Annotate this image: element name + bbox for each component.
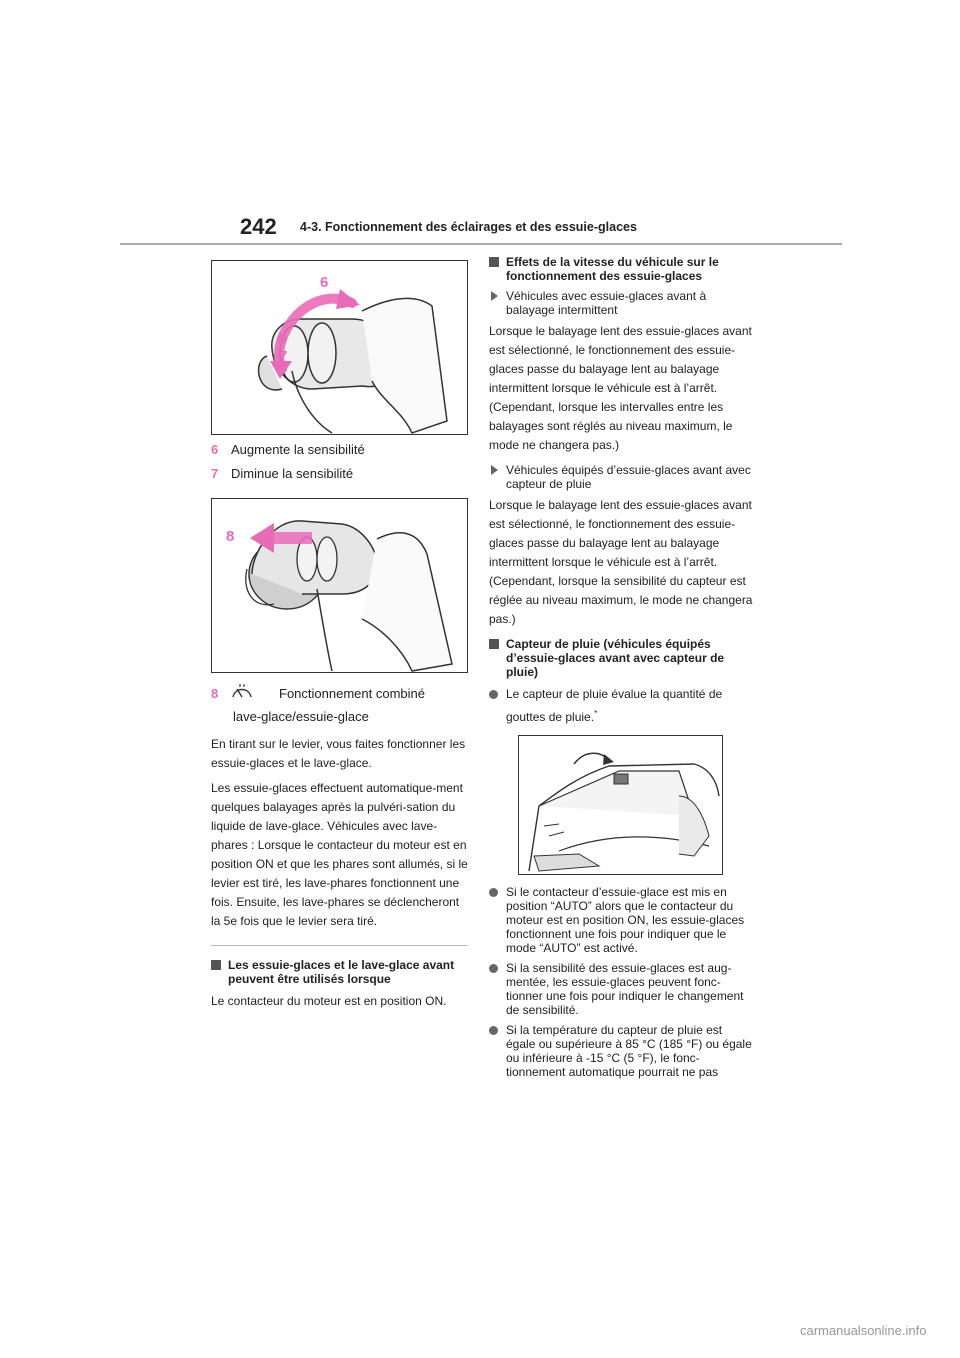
- paragraph-engine-on: Le contacteur du moteur est en position ON.: [211, 994, 447, 1008]
- square-bullet-icon: [489, 639, 499, 649]
- paragraph-pull-lever: En tirant sur le levier, vous faites fonctionner les essuie-glaces et le lave-glace.: [211, 737, 466, 770]
- heading-usable-when: [211, 958, 468, 986]
- heading-text: Les essuie-glaces et le lave-glace avant peuvent être utilisés lorsque: [228, 958, 455, 986]
- heading-rain-sensor: [489, 637, 754, 679]
- square-bullet-icon: [489, 257, 499, 267]
- paragraph-rain-sensor: Lorsque le balayage lent des essuie-glaces avant est sélectionné, le fonctionnement des essuie-glaces passe du balayage lent au balayage intermittent lorsque le véhicule est à l’arrêt. (Cependant, lorsque la sensibilité du capteur est réglée au niveau maximum, le mode ne changera pas.): [489, 498, 753, 626]
- section-divider: [211, 945, 468, 946]
- item-text: Fonctionnement combiné: [279, 686, 425, 701]
- figure-lever-rotate: [211, 260, 468, 435]
- right-column: [489, 255, 754, 1085]
- left-column: [211, 260, 468, 1016]
- sub-heading-text: Véhicules avec essuie-glaces avant à balayage intermittent: [506, 289, 707, 317]
- circle-bullet-icon: [489, 964, 498, 973]
- circle-bullet-icon: [489, 1026, 498, 1035]
- list-item-increase: [211, 440, 468, 460]
- paragraph-intermittent: Lorsque le balayage lent des essuie-glaces avant est sélectionné, le fonctionnement des essuie-glaces passe du balayage lent au balayage intermittent lorsque le véhicule est à l’arrêt. (Cependant, lorsque les intervalles entre les balayages sont réglés au niveau maximum, le mode ne changera pas.): [489, 324, 752, 452]
- section-title: 4-3. Fonctionnement des éclairages et des essuie-glaces: [300, 220, 637, 234]
- lever-rotate-illustration: [212, 261, 467, 434]
- page-number: 242: [240, 214, 277, 239]
- circle-bullet-icon: [489, 690, 498, 699]
- sub-heading-rain-sensor: [489, 463, 754, 491]
- bullet-auto-mode: [489, 885, 754, 955]
- header-divider: [120, 243, 842, 245]
- bullet-temperature: [489, 1023, 754, 1079]
- item-text: Augmente la sensibilité: [231, 442, 365, 457]
- item-text-continued: lave-glace/essuie-glace: [233, 709, 369, 724]
- bullet-rain-quantity: [489, 685, 754, 727]
- figure-rain-sensor: [518, 735, 723, 875]
- footnote-marker: *: [594, 709, 598, 718]
- bullet-text: Si la température du capteur de pluie est égale ou supérieure à 85 °C (185 °F) ou égale ou inférieure à -15 °C (5 °F), le fonc-tionnement automatique pourrait ne pas: [506, 1023, 752, 1079]
- item-text: Diminue la sensibilité: [231, 466, 354, 481]
- item-number: 6: [211, 442, 219, 457]
- square-bullet-icon: [211, 960, 221, 970]
- bullet-text: Si la sensibilité des essuie-glaces est aug-mentée, les essuie-glaces peuvent fonc-tionner une fois pour indiquer le changement de sensibilité.: [506, 961, 744, 1017]
- item-number: 8: [211, 686, 219, 701]
- triangle-bullet-icon: [491, 291, 498, 301]
- sub-heading-intermittent: [489, 289, 754, 317]
- lever-pull-illustration: [212, 499, 467, 672]
- heading-vehicle-speed: [489, 255, 754, 283]
- figure-lever-pull: [211, 498, 468, 673]
- item-number: 7: [211, 466, 219, 481]
- bullet-sensitivity: [489, 961, 754, 1017]
- label-6: 6: [320, 274, 329, 291]
- list-item-combined: [211, 683, 468, 705]
- bullet-text: Si le contacteur d’essuie-glace est mis en position “AUTO” alors que le contacteur du moteur est en position ON, les essuie-glaces fonctionnent une fois pour indiquer que le mode “AUTO” est activé.: [506, 885, 745, 955]
- circle-bullet-icon: [489, 888, 498, 897]
- watermark: carmanualsonline.info: [800, 1323, 927, 1338]
- washer-wiper-icon: [231, 683, 279, 705]
- triangle-bullet-icon: [491, 465, 498, 475]
- label-7: 7: [279, 348, 288, 365]
- list-item-decrease: [211, 464, 468, 484]
- heading-text: Effets de la vitesse du véhicule sur le fonctionnement des essuie-glaces: [506, 255, 719, 283]
- paragraph-auto-sweeps: Les essuie-glaces effectuent automatique-ment quelques balayages après la pulvéri-sation du liquide de lave-glace. Véhicules avec lave-phares : Lorsque le contacteur du moteur est en position ON et que les phares sont allumés, si le levier est tiré, les lave-phares fonctionnent une fois. Ensuite, les lave-phares se déclencheront la 5e fois que le levier sera tiré.: [211, 781, 468, 928]
- heading-text: Capteur de pluie (véhicules équipés d’essuie-glaces avant avec capteur de pluie): [506, 637, 725, 679]
- sub-heading-text: Véhicules équipés d’essuie-glaces avant avec capteur de pluie: [506, 463, 751, 491]
- rain-sensor-illustration: [519, 736, 722, 874]
- label-8: 8: [226, 528, 235, 545]
- bullet-text: Le capteur de pluie évalue la quantité de gouttes de pluie.: [506, 687, 723, 724]
